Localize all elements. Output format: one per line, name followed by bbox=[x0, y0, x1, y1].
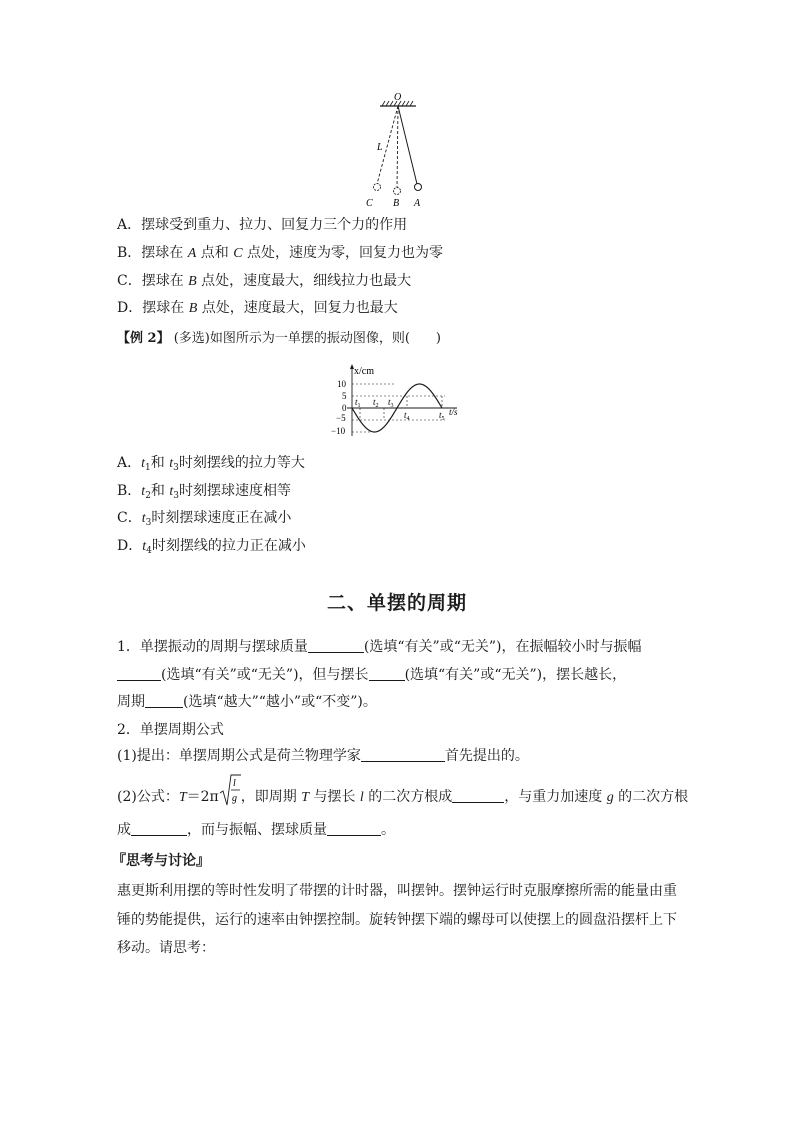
discussion-line3: 移动。请思考： bbox=[117, 940, 215, 956]
ball-a bbox=[415, 184, 422, 191]
label-a: A bbox=[414, 198, 421, 209]
blank-period[interactable] bbox=[145, 693, 183, 708]
tick-10: 10 bbox=[337, 379, 346, 389]
sqrt-sign bbox=[219, 773, 241, 807]
q2-option-b: B．$t_2$和 $t_3$时刻摆球速度相等 bbox=[117, 483, 291, 501]
item1-line2: (选填“有关”或“无关”)，但与摆长 (选填“有关”或“无关”)，摆长越长， bbox=[117, 665, 626, 685]
example-2: 【例 2】 (多选)如图所示为一单摆的振动图像，则( ) bbox=[117, 331, 441, 346]
q2-option-a: A．$t_1$和 $t_3$时刻摆线的拉力等大 bbox=[117, 455, 305, 473]
string-b bbox=[397, 106, 398, 188]
t2-label: $t_2$ bbox=[373, 397, 379, 409]
tick-0: 0 bbox=[342, 403, 347, 413]
t5-label: $t_5$ bbox=[439, 410, 445, 422]
blank-amplitude[interactable] bbox=[117, 666, 161, 681]
label-c: C bbox=[366, 198, 373, 209]
string-a bbox=[398, 106, 417, 184]
y-axis-label: x/cm bbox=[354, 366, 374, 377]
formula-g: g bbox=[231, 793, 237, 804]
q2-option-c: C．$t_3$时刻摆球速度正在减小 bbox=[117, 510, 292, 528]
item2-p2: (2)公式：T＝2π l g ，即周期 T 与摆长 l 的二次方根成 ，与重力加速度 g 的二次方根 bbox=[117, 785, 688, 808]
sqrt-formula bbox=[219, 778, 241, 805]
t4-label: $t_4$ bbox=[404, 410, 410, 422]
blank-inverse[interactable] bbox=[131, 821, 187, 836]
tick-5: 5 bbox=[342, 391, 347, 401]
option-a: A．摆球受到重力、拉力、回复力三个力的作用 bbox=[117, 217, 408, 233]
label-b: B bbox=[393, 198, 400, 209]
discussion-heading: 『思考与讨论』 bbox=[112, 853, 210, 869]
pendulum-figure bbox=[360, 92, 440, 212]
item1-line1: 1．单摆振动的周期与摆球质量 (选填“有关”或“无关”)，在振幅较小时与振幅 bbox=[117, 639, 642, 655]
item2-title: 2．单摆周期公式 bbox=[117, 722, 224, 738]
ball-c bbox=[374, 184, 381, 191]
vibration-graph bbox=[325, 362, 470, 442]
option-b: B．摆球在 A 点和 C 点处，速度为零，回复力也为零 bbox=[117, 245, 444, 261]
discussion-line1: 惠更斯利用摆的等时性发明了带摆的计时器，叫摆钟。摆钟运行时克服摩擦所需的能量由重 bbox=[117, 883, 677, 899]
item2-p3: 成 ，而与振幅、摆球质量 。 bbox=[117, 822, 395, 838]
discussion-line2: 锤的势能提供，运行的速率由钟摆控制。旋转钟摆下端的螺母可以使摆上的圆盘沿摆杆上下 bbox=[117, 912, 677, 928]
formula-l: l bbox=[232, 778, 236, 789]
section-heading: 二、单摆的周期 bbox=[326, 592, 467, 614]
blank-independent[interactable] bbox=[327, 821, 381, 836]
item2-p1: (1)提出：单摆周期公式是荷兰物理学家 首先提出的。 bbox=[117, 748, 529, 764]
label-l: L bbox=[377, 142, 383, 153]
blank-length[interactable] bbox=[369, 666, 405, 681]
ball-b bbox=[394, 188, 401, 195]
blank-mass[interactable] bbox=[308, 638, 364, 653]
option-c: C．摆球在 B 点处，速度最大，细线拉力也最大 bbox=[117, 273, 412, 289]
tick-neg10: −10 bbox=[331, 426, 346, 436]
item1-line3: 周期 (选填“越大”“越小”或“不变”)。 bbox=[117, 694, 377, 710]
t3-label: $t_3$ bbox=[388, 397, 394, 409]
q2-option-d: D．$t_4$时刻摆线的拉力正在减小 bbox=[117, 538, 306, 556]
tick-neg5: −5 bbox=[336, 413, 346, 423]
blank-scientist[interactable] bbox=[361, 747, 445, 762]
option-d: D．摆球在 B 点处，速度最大，回复力也最大 bbox=[117, 300, 398, 316]
x-axis-label: t/s bbox=[449, 407, 458, 417]
label-o: O bbox=[394, 92, 402, 103]
t1-label: $t_1$ bbox=[355, 397, 361, 409]
blank-proportional[interactable] bbox=[452, 788, 504, 803]
